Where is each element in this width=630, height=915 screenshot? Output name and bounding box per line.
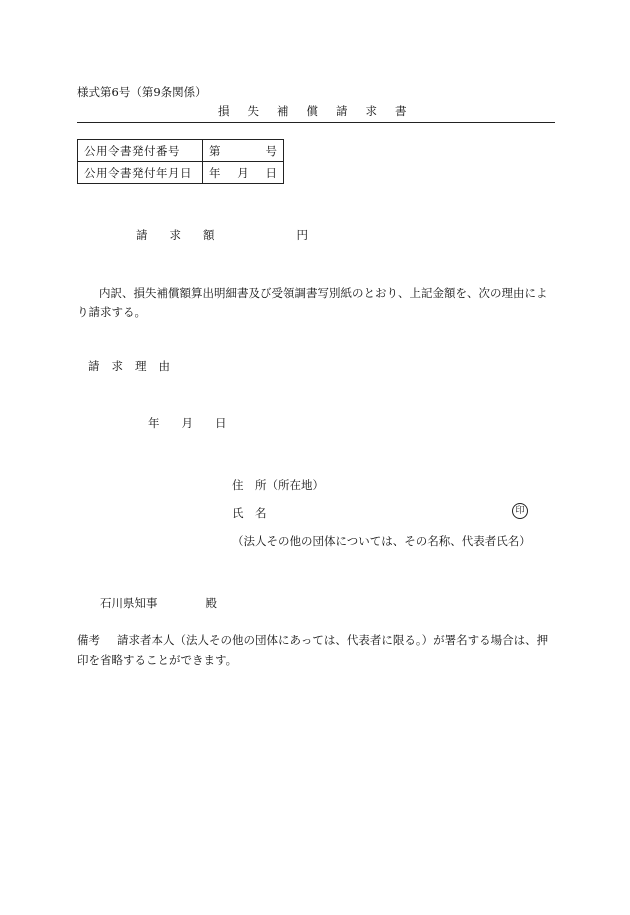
corporation-note: （法人その他の団体については、その名称、代表者氏名） (232, 534, 531, 548)
order-date-year: 年 (209, 165, 221, 180)
order-number-value (203, 140, 284, 162)
remark-heading: 備考 (77, 633, 100, 647)
table-row (78, 140, 284, 162)
paragraph-text: 内訳、損失補償額算出明細書及び受領調書写別紙のとおり、上記金額を、次の理由により請求する。 (77, 286, 548, 319)
order-number-suffix: 号 (265, 143, 277, 158)
name-label: 氏 名 (232, 506, 267, 520)
title-char: 請 (336, 104, 348, 118)
title-char: 求 (365, 104, 377, 118)
title-underline (77, 122, 555, 123)
order-date-label: 公用令書発付年月日 (78, 162, 203, 184)
date-month: 月 (181, 416, 193, 430)
remark (77, 630, 557, 670)
title-char: 補 (277, 104, 289, 118)
addressee-honorific: 殿 (205, 596, 217, 610)
addressee-name: 石川県知事 (100, 596, 158, 610)
claim-amount-line (136, 227, 308, 243)
amount-unit: 円 (296, 228, 308, 242)
reason-char: 理 (135, 359, 147, 373)
title-char: 償 (306, 104, 318, 118)
order-date-value (203, 162, 284, 184)
order-date-day: 日 (265, 165, 277, 180)
title-char: 書 (395, 104, 407, 118)
claim-reason-heading (88, 358, 182, 374)
amount-char: 請 (136, 228, 148, 242)
claim-date (148, 415, 249, 431)
order-info-table (77, 139, 284, 184)
form-number: 様式第6号（第9条関係） (77, 85, 207, 99)
reason-char: 請 (88, 359, 100, 373)
address-label: 住 所（所在地） (232, 478, 324, 492)
date-day: 日 (215, 416, 227, 430)
title-char: 損 (218, 104, 230, 118)
reason-char: 由 (158, 359, 170, 373)
claim-paragraph (77, 284, 557, 322)
table-row (78, 162, 284, 184)
seal-icon: 印 (512, 503, 528, 519)
order-number-label: 公用令書発付番号 (78, 140, 203, 162)
document-title (218, 103, 425, 119)
amount-char: 求 (169, 228, 181, 242)
order-date-month: 月 (237, 165, 249, 180)
order-number-prefix: 第 (209, 143, 221, 158)
reason-char: 求 (111, 359, 123, 373)
date-year: 年 (148, 416, 160, 430)
amount-char: 額 (203, 228, 215, 242)
addressee (100, 595, 217, 611)
remark-text: 請求者本人（法人その他の団体にあっては、代表者に限る。）が署名する場合は、押印を省略することができます。 (77, 633, 549, 667)
title-char: 失 (247, 104, 259, 118)
